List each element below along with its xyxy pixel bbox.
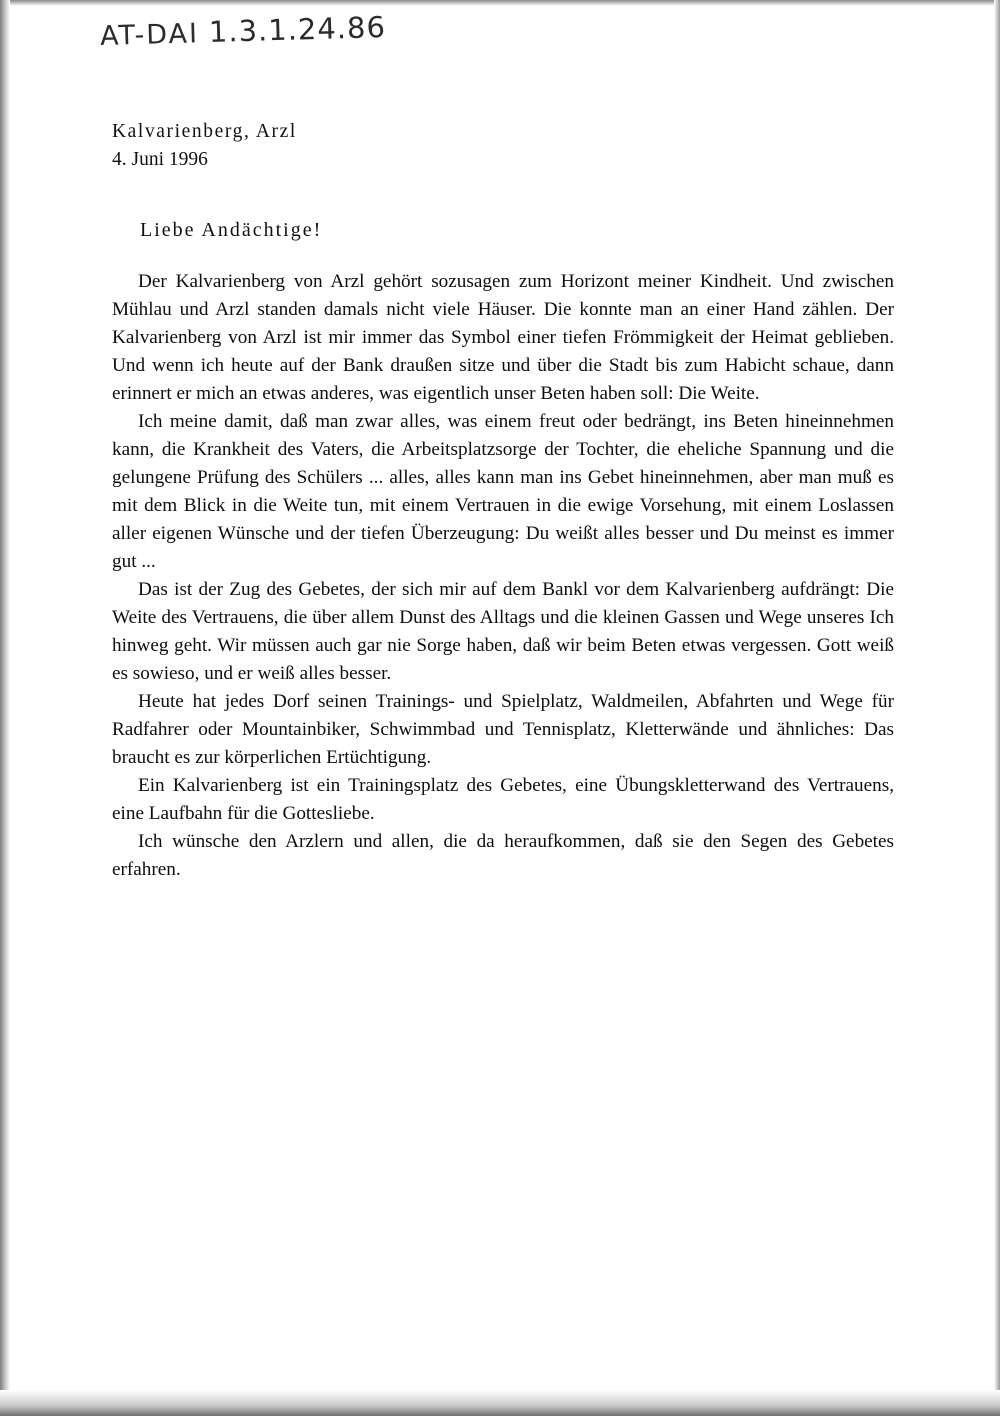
archive-mark-prefix: AT-DAI [99,18,200,52]
scan-edge-right [994,0,1000,1416]
archive-mark-number: 1.3.1.24.86 [208,10,387,49]
letter-salutation: Liebe Andächtige! [140,218,323,241]
letter-place: Kalvarienberg, Arzl [112,121,297,142]
letter-body [112,118,894,884]
scan-edge-top [0,0,1000,6]
letter-paragraph: Das ist der Zug des Gebetes, der sich mir auf dem Bankl vor dem Kalvarienberg aufdrängt: Die Weite des Vertrauens, die über allem Dunst des Alltags und die kleinen Gassen und Wege unseres Ich hinweg geht. Wir müssen auch gar nie Sorge haben, daß wir beim Beten etwas vergessen. Gott weiß es sowieso, und er weiß alles besser. [112,578,894,684]
letter-paragraph: Ich meine damit, daß man zwar alles, was einem freut oder bedrängt, ins Beten hineinnehmen kann, die Krankheit des Vaters, die Arbeitsplatzsorge der Tochter, die eheliche Spannung und die gelungene Prüfung des Schülers ... alles, alles kann man ins Gebet hineinnehmen, aber man muß es mit dem Blick in die Weite tun, mit einem Vertrauen in die ewige Vorsehung, mit einem Loslassen aller eigenen Wünsche und der tiefen Überzeugung: Du weißt alles besser und Du meinst es immer gut ... [112,410,894,572]
scan-edge-left [0,0,10,1416]
letter-paragraph: Ich wünsche den Arzlern und allen, die da heraufkommen, daß sie den Segen des Gebetes erfahren. [112,831,894,881]
archive-handwritten-mark [100,10,387,52]
letter-paragraph: Ein Kalvarienberg ist ein Trainingsplatz des Gebetes, eine Übungskletterwand des Vertrauens, eine Laufbahn für die Gottesliebe. [112,775,894,825]
letter-date: 4. Juni 1996 [112,149,208,171]
scan-edge-bottom [0,1390,1000,1416]
letter-paragraph: Heute hat jedes Dorf seinen Trainings- und Spielplatz, Waldmeilen, Abfahrten und Wege für Radfahrer oder Mountainbiker, Schwimmbad und Tennisplatz, Kletterwände und ähnliches: Das braucht es zur körperlichen Ertüchtigung. [112,691,894,769]
letter-paragraph: Der Kalvarienberg von Arzl gehört sozusagen zum Horizont meiner Kindheit. Und zwischen Mühlau und Arzl standen damals nicht viele Häuser. Die konnte man an einer Hand zählen. Der Kalvarienberg von Arzl ist mir immer das Symbol einer tiefen Frömmigkeit der Heimat geblieben. Und wenn ich heute auf der Bank draußen sitze und über die Stadt bis zum Habicht schaue, dann erinnert er mich an etwas anderes, was eigentlich unser Beten haben soll: Die Weite. [112,270,894,404]
